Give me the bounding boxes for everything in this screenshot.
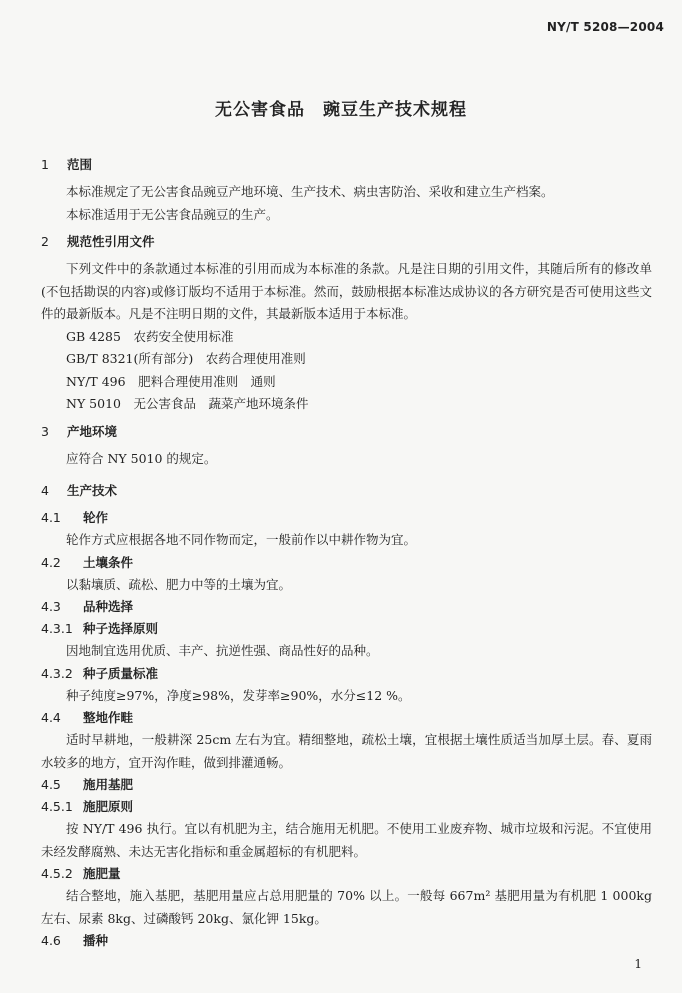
paragraph: 种子纯度≥97%，净度≥98%，发芽率≥90%，水分≤12 %。: [66, 687, 411, 703]
subsection-heading: 4.5 施用基肥: [41, 777, 134, 792]
paragraph: 以黏壤质、疏松、肥力中等的土壤为宜。: [66, 576, 292, 592]
subsection-heading: 4.3.1 种子选择原则: [41, 621, 159, 636]
section-heading-3: 3 产地环境: [41, 423, 118, 439]
paragraph: 结合整地，施入基肥，基肥用量应占总用肥量的 70% 以上。一般每 667m² 基肥用量为有机肥 1 000kg左右、尿素 8kg、过磷酸钙 20kg、氯化钾 15kg。: [41, 888, 652, 926]
document-body: [41, 154, 652, 952]
reference-item: NY 5010 无公害食品 蔬菜产地环境条件: [66, 396, 309, 411]
paragraph: 按 NY/T 496 执行。宜以有机肥为主，结合施用无机肥。不使用工业废弃物、城市垃圾和污泥。不宜使用未经发酵腐熟、未达无害化指标和重金属超标的有机肥料。: [41, 821, 652, 859]
paragraph: 应符合 NY 5010 的规定。: [66, 450, 217, 466]
paragraph: 本标准规定了无公害食品豌豆产地环境、生产技术、病虫害防治、采收和建立生产档案。: [66, 184, 554, 199]
section-heading-2: 2 规范性引用文件: [41, 234, 155, 249]
reference-item: GB 4285 农药安全使用标准: [66, 328, 234, 344]
section-heading-4: 4 生产技术: [41, 483, 118, 498]
reference-item: GB/T 8321(所有部分) 农药合理使用准则: [66, 351, 306, 366]
subsection-heading: 4.4 整地作畦: [41, 710, 134, 725]
standard-code: NY/T 5208—2004: [546, 20, 664, 34]
subsection-heading: 4.2 土壤条件: [41, 554, 134, 570]
paragraph: 下列文件中的条款通过本标准的引用而成为本标准的条款。凡是注日期的引用文件，其随后所有的修改单(不包括勘误的内容)或修订版均不适用于本标准。然而，鼓励根据本标准达成协议的各方研究是否可使用这些文件的最新版本。凡是不注明日期的文件，其最新版本适用于本标准。: [41, 261, 652, 321]
paragraph: 本标准适用于无公害食品豌豆的生产。: [66, 206, 279, 222]
subsection-heading: 4.1 轮作: [41, 510, 109, 525]
subsection-heading: 4.3.2 种子质量标准: [41, 665, 159, 681]
paragraph: 因地制宜选用优质、丰产、抗逆性强、商品性好的品种。: [66, 643, 379, 658]
section-heading-1: 1 范围: [41, 157, 93, 172]
paragraph: 适时早耕地，一般耕深 25cm 左右为宜。精细整地，疏松土壤，宜根据土壤性质适当加厚土层。春、夏雨水较多的地方，宜开沟作畦，做到排灌通畅。: [41, 732, 652, 770]
page-number: 1: [634, 957, 642, 971]
subsection-heading: 4.3 品种选择: [41, 599, 134, 614]
document-title: 无公害食品 豌豆生产技术规程: [215, 100, 467, 120]
subsection-heading: 4.6 播种: [41, 933, 109, 948]
reference-item: NY/T 496 肥料合理使用准则 通则: [66, 373, 276, 389]
subsection-heading: 4.5.2 施肥量: [41, 866, 121, 881]
paragraph: 轮作方式应根据各地不同作物而定，一般前作以中耕作物为宜。: [66, 532, 417, 547]
subsection-heading: 4.5.1 施肥原则: [41, 799, 134, 814]
